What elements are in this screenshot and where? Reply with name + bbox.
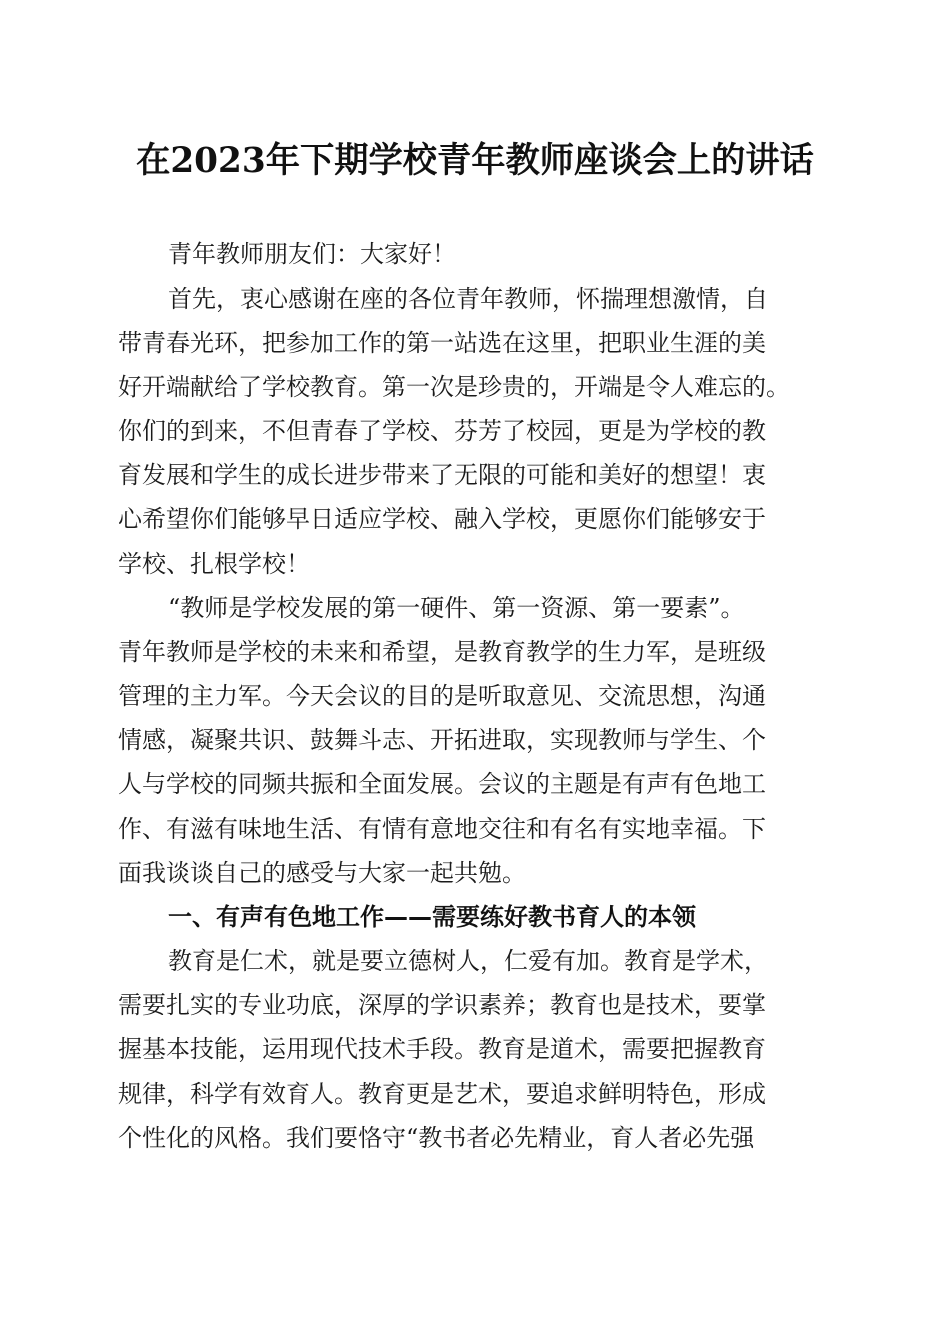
paragraph-line: 人与学校的同频共振和全面发展。会议的主题是有声有色地工 xyxy=(118,770,766,798)
paragraph-line: 需要扎实的专业功底，深厚的学识素养；教育也是技术，要掌 xyxy=(118,991,766,1019)
greeting-line: 青年教师朋友们：大家好！ xyxy=(168,240,456,268)
paragraph-line: 好开端献给了学校教育。第一次是珍贵的，开端是令人难忘的。 xyxy=(118,373,790,401)
paragraph-line: 情感，凝聚共识、鼓舞斗志、开拓进取，实现教师与学生、个 xyxy=(118,726,766,754)
document-title: 在2023年下期学校青年教师座谈会上的讲话 xyxy=(136,140,814,181)
paragraph-line: 握基本技能，运用现代技术手段。教育是道术，需要把握教育 xyxy=(118,1035,766,1063)
paragraph-line: 心希望你们能够早日适应学校、融入学校，更愿你们能够安于 xyxy=(118,505,766,533)
paragraph-line: 规律，科学有效育人。教育更是艺术，要追求鲜明特色，形成 xyxy=(118,1080,766,1108)
paragraph-line: 面我谈谈自己的感受与大家一起共勉。 xyxy=(118,859,526,887)
paragraph-line: 你们的到来，不但青春了学校、芬芳了校园，更是为学校的教 xyxy=(118,417,766,445)
paragraph-line: 带青春光环，把参加工作的第一站选在这里，把职业生涯的美 xyxy=(118,329,766,357)
paragraph-line: 首先，衷心感谢在座的各位青年教师，怀揣理想激情，自 xyxy=(168,285,768,313)
paragraph-line: 管理的主力军。今天会议的目的是听取意见、交流思想，沟通 xyxy=(118,682,766,710)
paragraph-line: 青年教师是学校的未来和希望，是教育教学的生力军，是班级 xyxy=(118,638,766,666)
paragraph-line: 学校、扎根学校！ xyxy=(118,550,310,578)
paragraph-line: 育发展和学生的成长进步带来了无限的可能和美好的想望！衷 xyxy=(118,461,766,489)
paragraph-line: “教师是学校发展的第一硬件、第一资源、第一要素”。 xyxy=(168,594,745,622)
paragraph-line: 教育是仁术，就是要立德树人，仁爱有加。教育是学术， xyxy=(168,947,768,975)
paragraph-line: 作、有滋有味地生活、有情有意地交往和有名有实地幸福。下 xyxy=(118,815,766,843)
paragraph-line: 个性化的风格。我们要恪守“教书者必先精业，育人者必先强 xyxy=(118,1124,755,1152)
section-heading: 一、有声有色地工作——需要练好教书育人的本领 xyxy=(168,903,696,931)
